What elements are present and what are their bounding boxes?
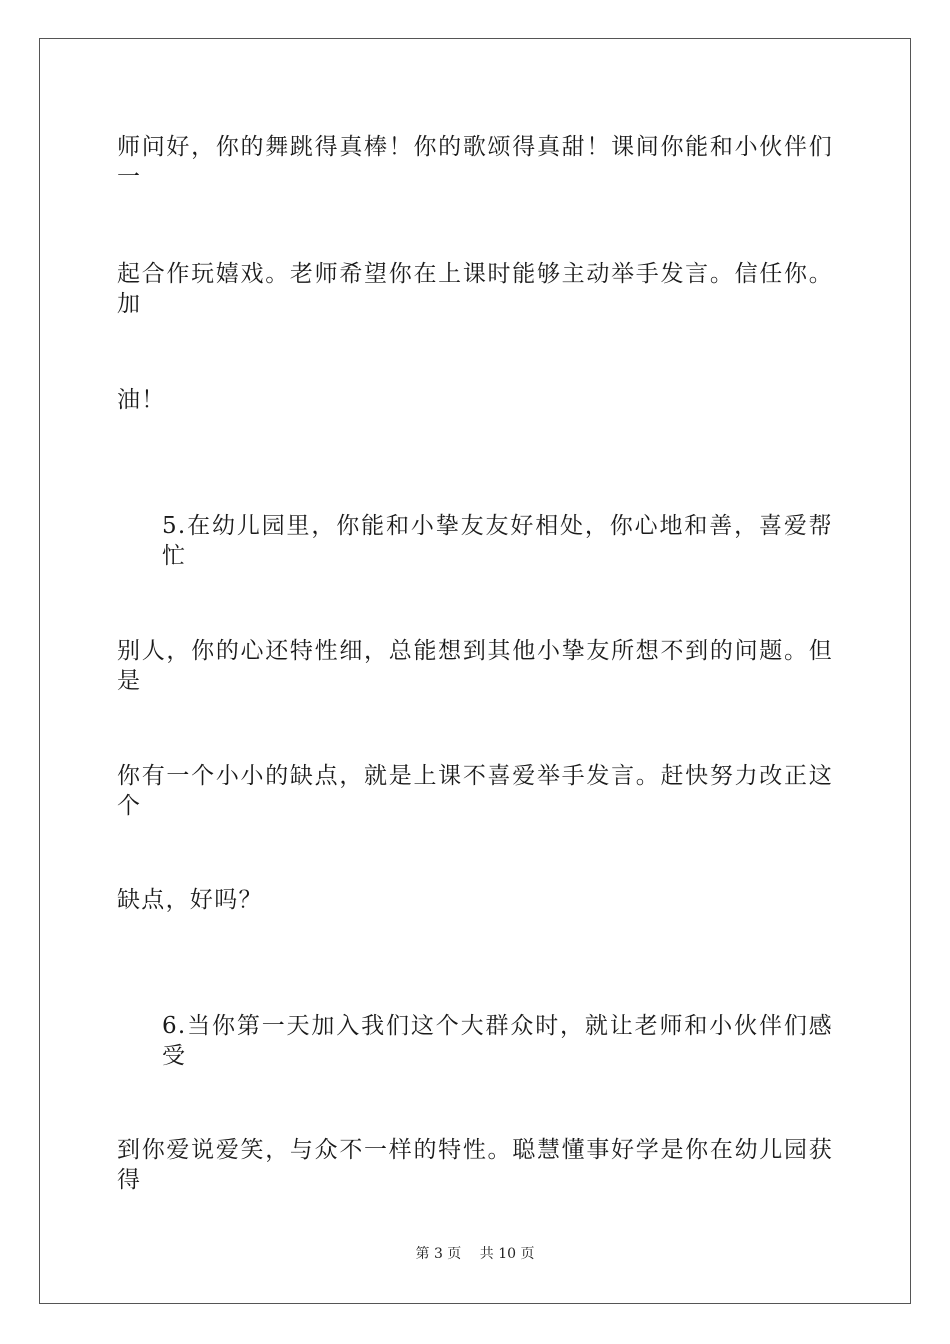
page-footer (0, 1245, 950, 1263)
text-line: 起合作玩嬉戏。老师希望你在上课时能够主动举手发言。信任你。加 (117, 261, 833, 317)
page-number: 第 3 页 (415, 1246, 462, 1262)
text-line: 油！ (117, 387, 166, 413)
text-line: 别人，你的心还特性细，总能想到其他小挚友所想不到的问题。但是 (117, 638, 833, 694)
text-line: 缺点，好吗？ (117, 887, 263, 913)
paragraph-5-start: 5.在幼儿园里，你能和小挚友友好相处，你心地和善，喜爱帮忙 (162, 513, 833, 569)
text-line: 你有一个小小的缺点，就是上课不喜爱举手发言。赶快努力改正这个 (117, 763, 833, 819)
page-total: 共 10 页 (479, 1246, 535, 1262)
paragraph-6-start: 6.当你第一天加入我们这个大群众时，就让老师和小伙伴们感受 (162, 1013, 833, 1069)
text-line: 师问好，你的舞跳得真棒！你的歌颂得真甜！课间你能和小伙伴们一 (117, 134, 833, 190)
text-line: 到你爱说爱笑，与众不一样的特性。聪慧懂事好学是你在幼儿园获得 (117, 1137, 833, 1193)
